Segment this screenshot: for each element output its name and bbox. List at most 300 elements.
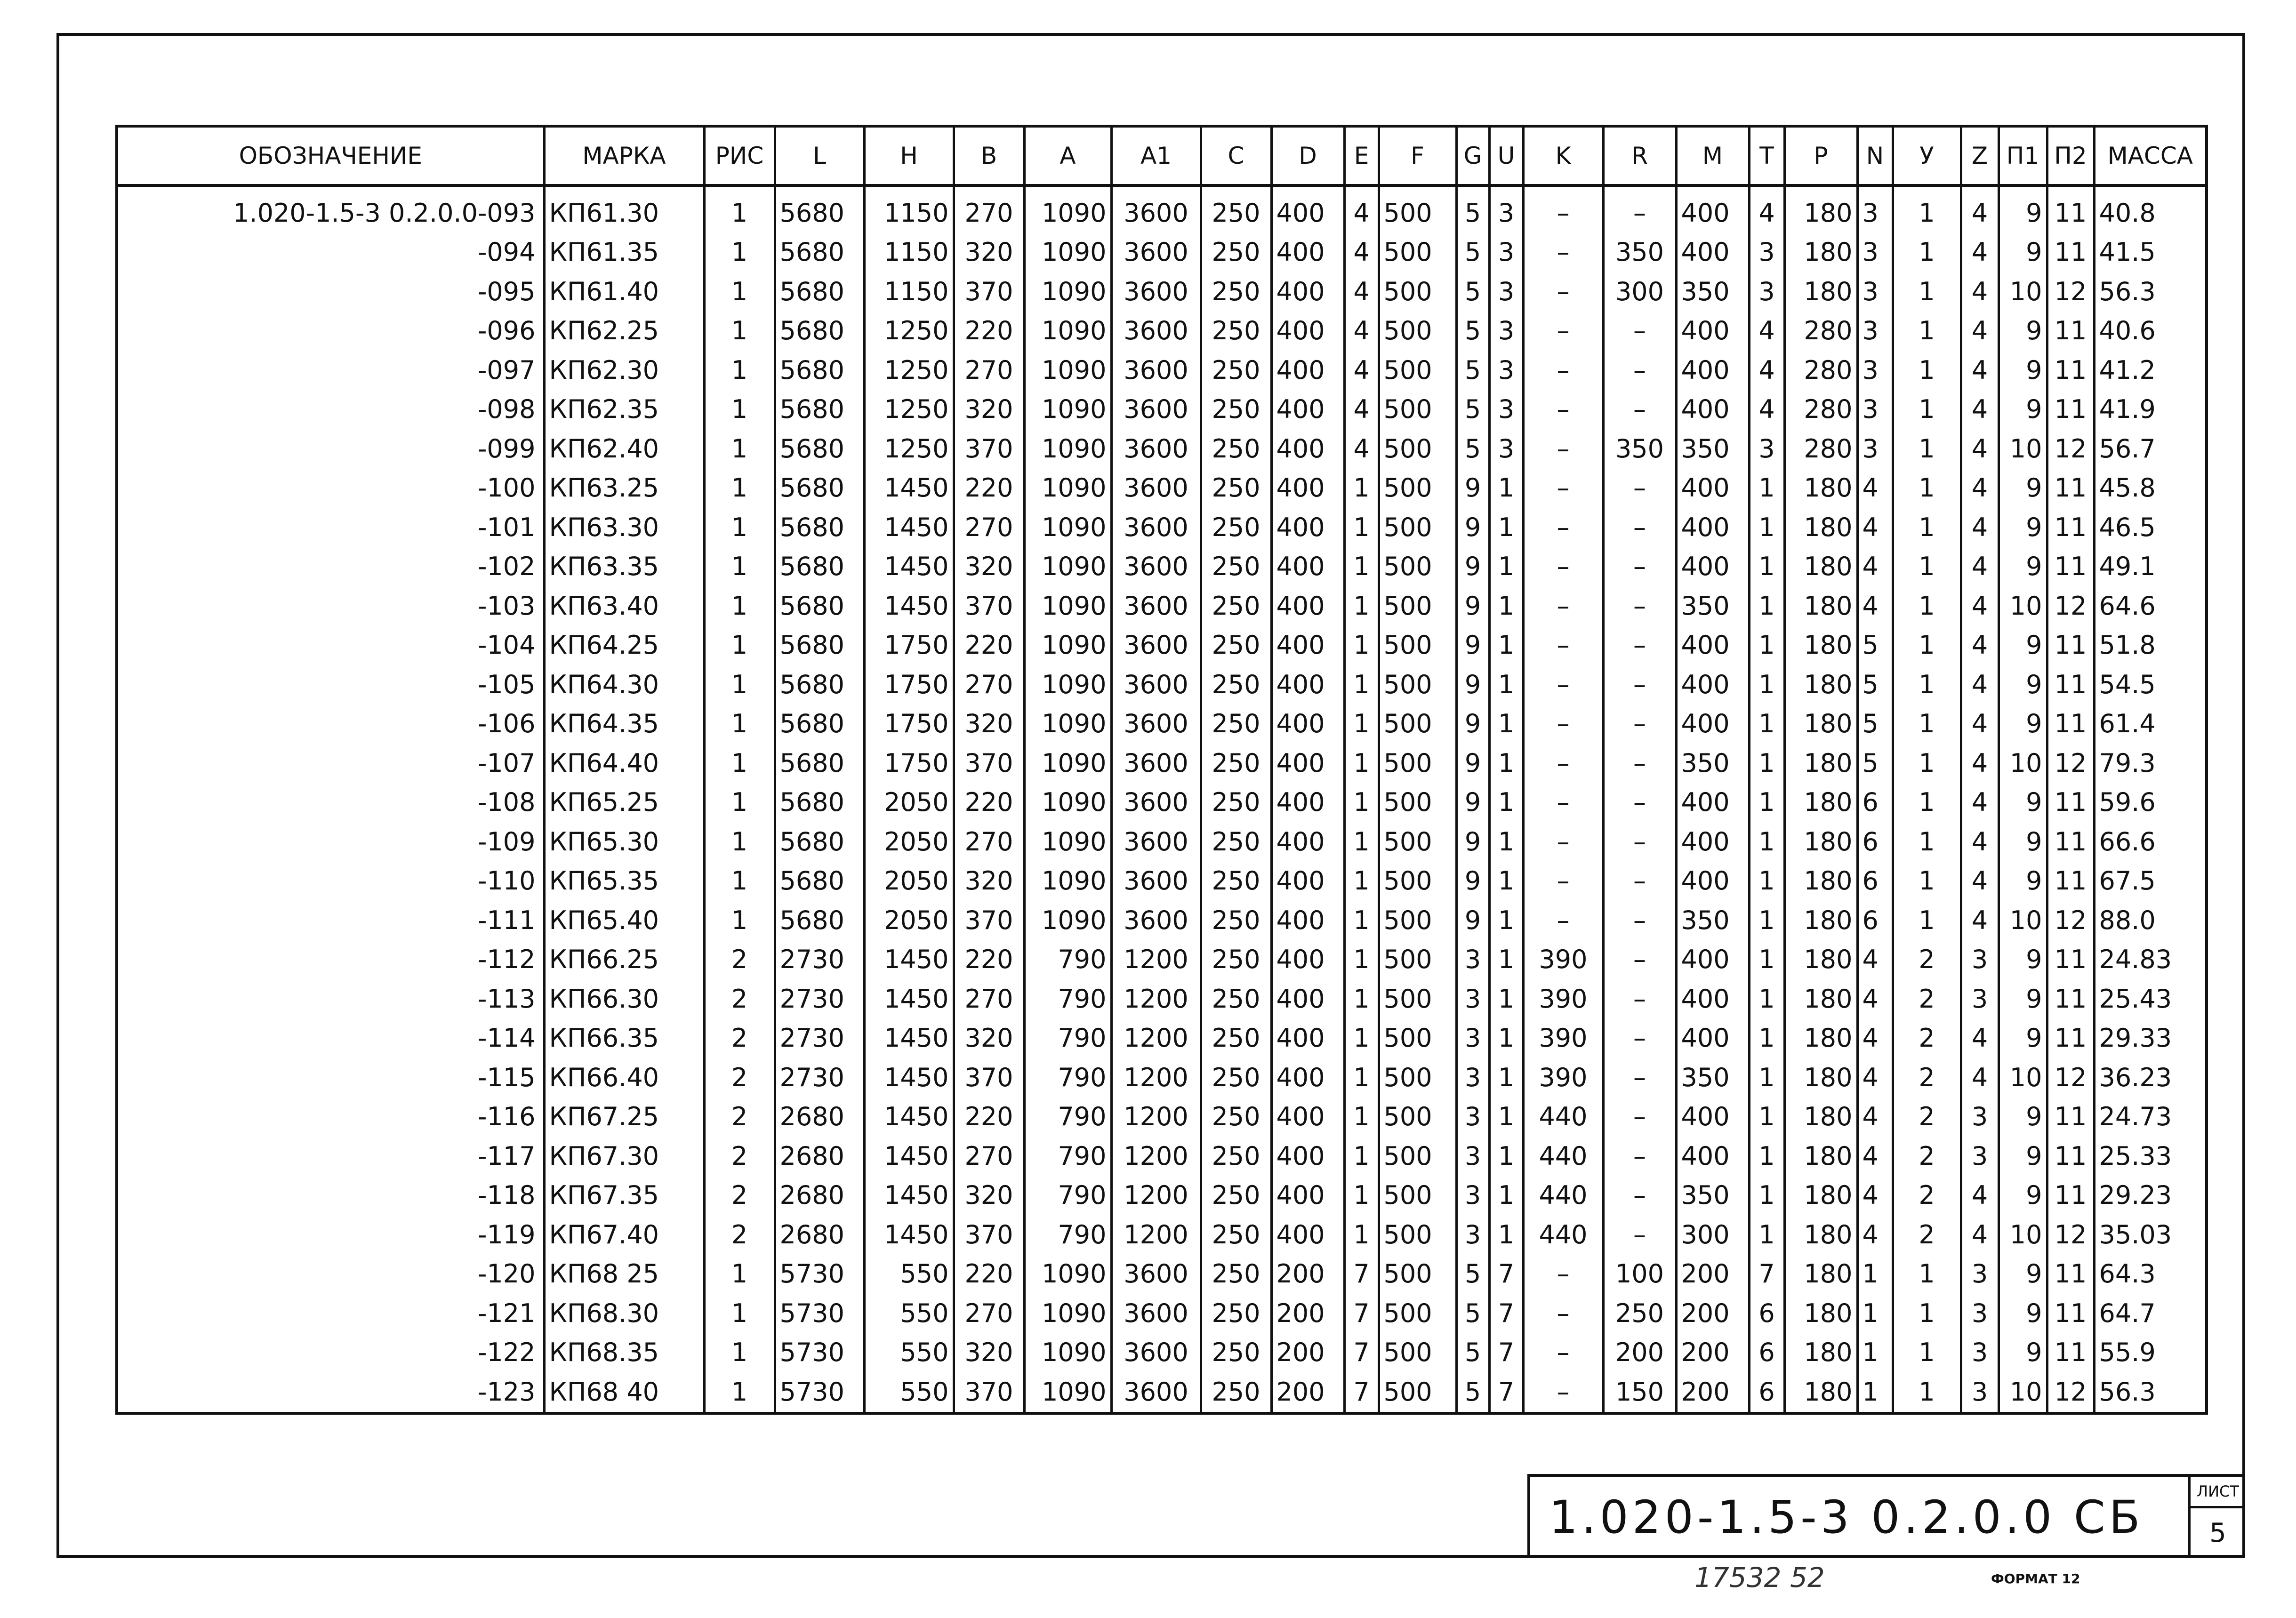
table-cell: 5: [1857, 665, 1893, 705]
table-cell: 1: [704, 508, 775, 547]
table-row: [117, 940, 2207, 980]
table-cell: 250: [1201, 822, 1271, 862]
table-row: [117, 822, 2207, 862]
table-cell: 400: [1676, 185, 1749, 233]
table-cell: 7: [1489, 1372, 1523, 1413]
table-cell: 2: [1893, 1058, 1961, 1097]
table-cell: 300: [1603, 272, 1676, 312]
sheet-box: [2188, 1474, 2245, 1558]
table-cell: 11: [2047, 1255, 2094, 1294]
table-cell: 9: [1999, 940, 2047, 980]
table-cell: 500: [1379, 272, 1456, 312]
table-cell: 5680: [775, 185, 864, 233]
table-cell: 320: [954, 1176, 1024, 1216]
table-cell: 1: [704, 185, 775, 233]
table-cell: 270: [954, 665, 1024, 705]
table-cell: 180: [1784, 272, 1857, 312]
table-cell: -115: [477, 1062, 536, 1092]
table-cell: 3: [1961, 979, 1999, 1019]
table-cell: 3600: [1111, 744, 1201, 783]
table-cell: 1200: [1111, 1137, 1201, 1176]
table-cell: 250: [1201, 233, 1271, 272]
table-cell: 11: [2047, 351, 2094, 390]
table-cell: -120: [477, 1259, 536, 1289]
header-row: [117, 126, 2207, 185]
table-cell: 1: [1893, 1372, 1961, 1413]
table-cell: 4: [1961, 862, 1999, 901]
table-cell: 4: [1961, 1176, 1999, 1216]
table-cell: 1090: [1024, 233, 1111, 272]
table-cell: 10: [1999, 1058, 2047, 1097]
table-cell: 400: [1676, 626, 1749, 665]
table-cell: -102: [477, 552, 536, 582]
table-cell: -111: [477, 905, 536, 935]
table-cell: 550: [864, 1333, 954, 1373]
table-cell: 1: [1344, 783, 1379, 823]
table-cell: -108: [477, 787, 536, 817]
table-cell: 180: [1784, 1176, 1857, 1216]
table-cell: 2: [704, 940, 775, 980]
table-cell: 250: [1201, 979, 1271, 1019]
table-cell: 500: [1379, 1019, 1456, 1058]
table-cell: 250: [1201, 1137, 1271, 1176]
table-cell: 1: [704, 233, 775, 272]
table-cell: 350: [1676, 586, 1749, 626]
table-cell: 56.3: [2094, 1372, 2207, 1413]
sheet-number: 5: [2209, 1518, 2226, 1548]
table-cell: 4: [1857, 1019, 1893, 1058]
table-row: [117, 1372, 2207, 1413]
table-cell: 1: [1893, 351, 1961, 390]
table-cell: 5: [1857, 626, 1893, 665]
table-cell: 1: [704, 547, 775, 587]
table-cell: 400: [1271, 272, 1344, 312]
table-cell: 4: [1961, 822, 1999, 862]
table-cell: 1: [1893, 1255, 1961, 1294]
table-cell: 5: [1456, 1255, 1489, 1294]
table-cell: 3: [1489, 233, 1523, 272]
table-cell: 10: [1999, 272, 2047, 312]
table-cell: 1090: [1024, 665, 1111, 705]
table-cell: 11: [2047, 390, 2094, 430]
table-cell: 9: [1999, 1176, 2047, 1216]
table-cell: 64.7: [2094, 1294, 2207, 1333]
table-cell: 400: [1676, 1097, 1749, 1137]
table-cell: 4: [1857, 469, 1893, 508]
table-cell: 5680: [775, 744, 864, 783]
table-cell: 500: [1379, 1372, 1456, 1413]
table-cell: КП66.30: [544, 979, 704, 1019]
table-row: [117, 626, 2207, 665]
table-cell: 5680: [775, 469, 864, 508]
table-cell: 500: [1379, 312, 1456, 351]
table-cell: -112: [477, 945, 536, 975]
table-cell: КП66.40: [544, 1058, 704, 1097]
column-header: У: [1893, 126, 1961, 185]
table-cell: 1: [704, 390, 775, 430]
table-cell: 5680: [775, 312, 864, 351]
table-cell: КП63.35: [544, 547, 704, 587]
table-cell: 1450: [864, 940, 954, 980]
table-cell: 270: [954, 1294, 1024, 1333]
table-cell: 200: [1676, 1333, 1749, 1373]
table-cell: 1: [704, 1372, 775, 1413]
table-cell: 5: [1857, 744, 1893, 783]
table-cell: 400: [1271, 665, 1344, 705]
table-cell: 1090: [1024, 586, 1111, 626]
table-cell: 3: [1961, 1333, 1999, 1373]
table-cell: 1: [1749, 901, 1784, 940]
table-row: [117, 1058, 2207, 1097]
table-cell: 500: [1379, 1294, 1456, 1333]
table-cell: 3600: [1111, 1255, 1201, 1294]
table-cell: 10: [1999, 429, 2047, 469]
table-cell: 400: [1676, 233, 1749, 272]
table-cell: 10: [1999, 1215, 2047, 1255]
table-cell: 7: [1344, 1333, 1379, 1373]
table-cell: 3: [1456, 1097, 1489, 1137]
table-cell: 500: [1379, 862, 1456, 901]
table-cell: –: [1603, 979, 1676, 1019]
table-cell: 790: [1024, 1097, 1111, 1137]
table-cell: 400: [1271, 1137, 1344, 1176]
table-cell: 3600: [1111, 665, 1201, 705]
table-cell: 400: [1271, 744, 1344, 783]
table-cell: 370: [954, 1215, 1024, 1255]
table-cell: 400: [1676, 390, 1749, 430]
table-cell: 46.5: [2094, 508, 2207, 547]
column-header: H: [864, 126, 954, 185]
table-cell: 9: [1456, 469, 1489, 508]
table-cell: 9: [1456, 626, 1489, 665]
table-cell: 400: [1271, 312, 1344, 351]
table-cell: -109: [477, 826, 536, 857]
table-cell: 1090: [1024, 469, 1111, 508]
table-cell: 4: [1749, 390, 1784, 430]
table-cell: 2050: [864, 783, 954, 823]
table-cell: 11: [2047, 665, 2094, 705]
table-cell: 400: [1271, 1097, 1344, 1137]
table-row: [117, 1019, 2207, 1058]
table-cell: 1090: [1024, 312, 1111, 351]
table-cell: 3: [1857, 351, 1893, 390]
table-cell: 1200: [1111, 979, 1201, 1019]
table-cell: 370: [954, 744, 1024, 783]
table-cell: 500: [1379, 1097, 1456, 1137]
table-cell: 1: [1344, 979, 1379, 1019]
table-cell: 370: [954, 901, 1024, 940]
table-cell: 250: [1201, 626, 1271, 665]
table-cell: –: [1603, 940, 1676, 980]
table-cell: 1750: [864, 744, 954, 783]
table-cell: 1250: [864, 351, 954, 390]
table-cell: 250: [1201, 1215, 1271, 1255]
table-cell: 5: [1456, 185, 1489, 233]
table-cell: 3: [1961, 1255, 1999, 1294]
table-cell: 1: [1749, 1019, 1784, 1058]
table-cell: 1: [1344, 547, 1379, 587]
table-cell: 500: [1379, 665, 1456, 705]
table-cell: 1: [1344, 1137, 1379, 1176]
table-cell: 400: [1676, 862, 1749, 901]
table-cell: 9: [1999, 312, 2047, 351]
table-cell: 1: [1344, 1176, 1379, 1216]
table-cell: 1.020-1.5-3 0.2.0.0-093: [233, 198, 536, 228]
table-cell: 11: [2047, 547, 2094, 587]
column-header: D: [1271, 126, 1344, 185]
table-cell: 11: [2047, 705, 2094, 744]
table-cell: 1: [704, 822, 775, 862]
table-cell: 3600: [1111, 901, 1201, 940]
table-cell: 400: [1271, 233, 1344, 272]
table-cell: 1: [1489, 626, 1523, 665]
table-cell: 4: [1857, 1058, 1893, 1097]
table-cell: 400: [1271, 508, 1344, 547]
table-cell: 5730: [775, 1372, 864, 1413]
table-cell: 790: [1024, 1137, 1111, 1176]
table-cell: 220: [954, 940, 1024, 980]
table-cell: -100: [477, 473, 536, 503]
table-row: [117, 312, 2207, 351]
table-cell: 1250: [864, 429, 954, 469]
table-cell: 440: [1523, 1176, 1603, 1216]
table-cell: 4: [1961, 626, 1999, 665]
column-header: P: [1784, 126, 1857, 185]
table-cell: 4: [1857, 1215, 1893, 1255]
table-cell: 250: [1201, 1097, 1271, 1137]
table-cell: 1: [1489, 469, 1523, 508]
table-cell: –: [1523, 351, 1603, 390]
table-cell: 5: [1456, 429, 1489, 469]
table-cell: КП66.25: [544, 940, 704, 980]
table-cell: 4: [1961, 1019, 1999, 1058]
table-cell: 3600: [1111, 185, 1201, 233]
table-cell: 1450: [864, 469, 954, 508]
table-cell: 1: [1857, 1255, 1893, 1294]
table-cell: 12: [2047, 1058, 2094, 1097]
table-cell: 5680: [775, 822, 864, 862]
table-row: [117, 1176, 2207, 1216]
table-row: [117, 1215, 2207, 1255]
table-cell: 2680: [775, 1137, 864, 1176]
table-cell: 250: [1201, 185, 1271, 233]
table-cell: 5730: [775, 1333, 864, 1373]
table-cell: 9: [1999, 1097, 2047, 1137]
table-cell: КП61.35: [544, 233, 704, 272]
table-row: [117, 185, 2207, 233]
table-cell: 3: [1857, 272, 1893, 312]
table-cell: 1: [1344, 508, 1379, 547]
table-cell: 2: [704, 1137, 775, 1176]
table-cell: 400: [1271, 1019, 1344, 1058]
table-cell: 1: [1489, 1176, 1523, 1216]
table-cell: 790: [1024, 1058, 1111, 1097]
table-row: [117, 665, 2207, 705]
table-cell: 1: [1489, 1215, 1523, 1255]
table-cell: 200: [1676, 1255, 1749, 1294]
table-cell: 400: [1271, 1215, 1344, 1255]
table-cell: 1450: [864, 508, 954, 547]
table-cell: 1: [1857, 1372, 1893, 1413]
table-cell: 35.03: [2094, 1215, 2207, 1255]
table-cell: 12: [2047, 429, 2094, 469]
table-cell: 1: [1893, 272, 1961, 312]
table-cell: КП63.25: [544, 469, 704, 508]
table-cell: 1090: [1024, 351, 1111, 390]
table-cell: 7: [1489, 1333, 1523, 1373]
table-cell: 250: [1201, 1019, 1271, 1058]
table-row: [117, 901, 2207, 940]
table-cell: 3600: [1111, 469, 1201, 508]
table-cell: 1: [1893, 744, 1961, 783]
table-cell: 6: [1857, 901, 1893, 940]
table-cell: 250: [1603, 1294, 1676, 1333]
table-cell: –: [1523, 626, 1603, 665]
column-header: A1: [1111, 126, 1201, 185]
table-cell: 500: [1379, 1215, 1456, 1255]
table-cell: 9: [1999, 547, 2047, 587]
table-cell: 1: [1489, 547, 1523, 587]
table-cell: 1750: [864, 705, 954, 744]
table-cell: 4: [1857, 547, 1893, 587]
table-cell: 1: [1893, 1333, 1961, 1373]
table-cell: 400: [1271, 783, 1344, 823]
table-cell: 10: [1999, 901, 2047, 940]
table-cell: -103: [477, 591, 536, 621]
column-header: N: [1857, 126, 1893, 185]
table-cell: 250: [1201, 705, 1271, 744]
table-cell: 370: [954, 586, 1024, 626]
table-cell: 12: [2047, 586, 2094, 626]
table-cell: 250: [1201, 1058, 1271, 1097]
table-cell: –: [1603, 862, 1676, 901]
table-cell: 500: [1379, 783, 1456, 823]
table-cell: 1: [1893, 508, 1961, 547]
table-cell: КП64.25: [544, 626, 704, 665]
table-cell: 11: [2047, 862, 2094, 901]
table-cell: 9: [1999, 351, 2047, 390]
table-cell: 9: [1999, 705, 2047, 744]
table-cell: 370: [954, 429, 1024, 469]
table-cell: 1: [1749, 1097, 1784, 1137]
table-cell: 5680: [775, 272, 864, 312]
table-cell: 4: [1344, 429, 1379, 469]
table-cell: 4: [1961, 744, 1999, 783]
table-cell: 9: [1999, 390, 2047, 430]
table-cell: 2: [1893, 1215, 1961, 1255]
table-cell: 12: [2047, 272, 2094, 312]
column-header: A: [1024, 126, 1111, 185]
table-cell: КП68 25: [544, 1255, 704, 1294]
table-cell: -096: [477, 316, 536, 346]
table-cell: 500: [1379, 705, 1456, 744]
table-cell: –: [1523, 1372, 1603, 1413]
table-cell: 1: [1489, 1097, 1523, 1137]
table-cell: 1: [1857, 1333, 1893, 1373]
table-row: [117, 862, 2207, 901]
column-header: Z: [1961, 126, 1999, 185]
table-cell: 5: [1456, 272, 1489, 312]
column-header: П2: [2047, 126, 2094, 185]
table-cell: 220: [954, 312, 1024, 351]
table-cell: 5680: [775, 390, 864, 430]
table-cell: 1: [1344, 469, 1379, 508]
table-cell: 400: [1271, 390, 1344, 430]
table-cell: 5680: [775, 233, 864, 272]
table-cell: 250: [1201, 862, 1271, 901]
column-header: U: [1489, 126, 1523, 185]
table-cell: 11: [2047, 1333, 2094, 1373]
table-cell: 55.9: [2094, 1333, 2207, 1373]
table-cell: 3600: [1111, 547, 1201, 587]
table-cell: –: [1603, 351, 1676, 390]
table-cell: -122: [477, 1338, 536, 1368]
table-cell: 1: [704, 901, 775, 940]
table-cell: 350: [1676, 901, 1749, 940]
table-cell: 24.73: [2094, 1097, 2207, 1137]
table-cell: 1: [1489, 822, 1523, 862]
table-cell: 280: [1784, 390, 1857, 430]
table-cell: –: [1523, 185, 1603, 233]
table-cell: 320: [954, 547, 1024, 587]
table-cell: 6: [1857, 862, 1893, 901]
table-cell: 400: [1676, 351, 1749, 390]
table-cell: 2: [704, 1058, 775, 1097]
table-cell: 180: [1784, 822, 1857, 862]
specification-table: [115, 125, 2208, 1415]
table-cell: 9: [1999, 626, 2047, 665]
table-cell: 6: [1857, 783, 1893, 823]
table-row: [117, 272, 2207, 312]
table-cell: 3: [1857, 390, 1893, 430]
table-cell: –: [1523, 547, 1603, 587]
table-cell: 400: [1271, 822, 1344, 862]
table-cell: 3600: [1111, 1333, 1201, 1373]
table-cell: –: [1523, 429, 1603, 469]
table-cell: 4: [1961, 508, 1999, 547]
table-cell: 180: [1784, 940, 1857, 980]
table-cell: 1: [704, 429, 775, 469]
table-cell: 4: [1857, 1137, 1893, 1176]
table-row: [117, 783, 2207, 823]
table-cell: 200: [1271, 1333, 1344, 1373]
table-row: [117, 1294, 2207, 1333]
table-cell: 370: [954, 1058, 1024, 1097]
table-cell: 550: [864, 1255, 954, 1294]
table-cell: 400: [1271, 547, 1344, 587]
table-cell: 9: [1999, 233, 2047, 272]
table-cell: 1: [704, 312, 775, 351]
table-cell: КП68.35: [544, 1333, 704, 1373]
table-cell: 9: [1456, 783, 1489, 823]
table-cell: КП62.35: [544, 390, 704, 430]
table-cell: 3600: [1111, 862, 1201, 901]
table-cell: 400: [1676, 822, 1749, 862]
table-cell: КП64.30: [544, 665, 704, 705]
table-cell: 3: [1857, 429, 1893, 469]
table-cell: 1090: [1024, 822, 1111, 862]
table-cell: 56.7: [2094, 429, 2207, 469]
table-cell: 400: [1271, 940, 1344, 980]
table-cell: 180: [1784, 469, 1857, 508]
table-cell: –: [1603, 626, 1676, 665]
table-cell: 500: [1379, 1058, 1456, 1097]
table-cell: 9: [1999, 1019, 2047, 1058]
table-cell: -123: [477, 1377, 536, 1407]
table-cell: КП68 40: [544, 1372, 704, 1413]
table-cell: 1: [1749, 979, 1784, 1019]
table-cell: 4: [1961, 272, 1999, 312]
